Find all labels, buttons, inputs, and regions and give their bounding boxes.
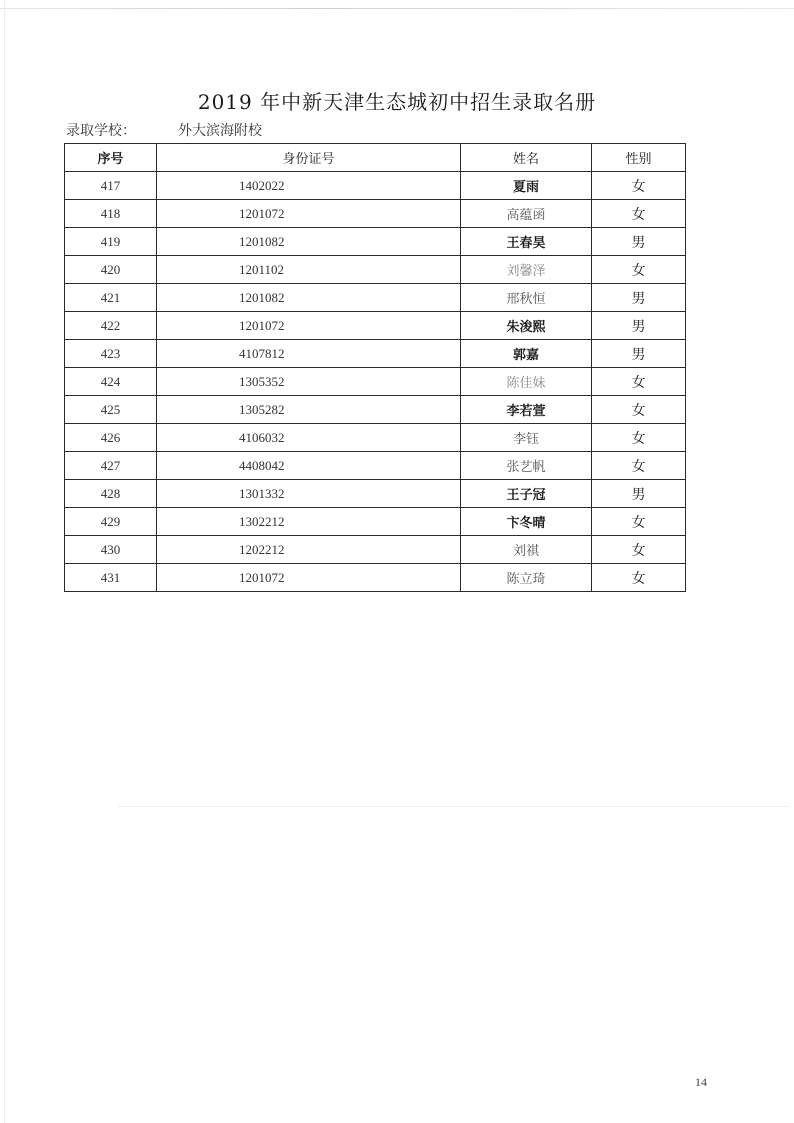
- row-seq: [65, 284, 157, 312]
- row-seq-text: 425: [100, 401, 121, 417]
- row-gender: [592, 452, 686, 480]
- row-name-text: 张艺帆: [506, 460, 546, 475]
- row-name-text: 夏雨: [512, 180, 539, 195]
- row-seq-text: 418: [100, 205, 121, 221]
- row-seq: [65, 564, 157, 592]
- row-name: [461, 340, 592, 368]
- row-seq: [65, 536, 157, 564]
- row-id-number: [157, 200, 461, 228]
- row-gender-text: 女: [631, 402, 646, 419]
- row-id-number: [157, 536, 461, 564]
- row-name: [461, 284, 592, 312]
- row-id-number-text: 1305282: [239, 401, 285, 417]
- row-gender-text: 女: [631, 430, 646, 447]
- row-gender: [592, 340, 686, 368]
- redaction-mask: [303, 200, 378, 227]
- redaction-mask: [303, 536, 378, 563]
- row-seq-text: 417: [100, 177, 121, 193]
- row-name: [461, 396, 592, 424]
- row-seq: [65, 368, 157, 396]
- row-id-number: [157, 256, 461, 284]
- row-name-text: 郭嘉: [512, 348, 539, 363]
- row-name: [461, 424, 592, 452]
- row-gender: [592, 228, 686, 256]
- table-row: [65, 536, 686, 564]
- header-name: 姓名: [461, 144, 592, 172]
- row-id-number: [157, 452, 461, 480]
- table-row: [65, 200, 686, 228]
- row-name-text: 陈立琦: [506, 572, 546, 587]
- row-id-number: [157, 312, 461, 340]
- row-gender-text: 男: [631, 290, 646, 307]
- table-row: [65, 256, 686, 284]
- row-seq: [65, 172, 157, 200]
- row-id-number-text: 4107812: [239, 345, 285, 361]
- row-name: [461, 564, 592, 592]
- header-seq: 序号: [65, 144, 157, 172]
- row-seq: [65, 480, 157, 508]
- row-seq: [65, 200, 157, 228]
- redaction-mask: [303, 340, 378, 367]
- header-id: 身份证号: [157, 144, 461, 172]
- row-name-text: 李若萱: [506, 404, 546, 419]
- table-row: [65, 508, 686, 536]
- row-seq-text: 429: [100, 513, 121, 529]
- page-number: 14: [695, 1075, 707, 1089]
- row-id-number: [157, 508, 461, 536]
- table-row: [65, 284, 686, 312]
- header-gender: 性别: [592, 144, 686, 172]
- row-name: [461, 172, 592, 200]
- table-row: [65, 396, 686, 424]
- redaction-mask: [303, 256, 378, 283]
- table-row: [65, 172, 686, 200]
- row-seq-text: 428: [100, 485, 121, 501]
- row-gender-text: 女: [631, 458, 646, 475]
- row-name-text: 王春昊: [506, 236, 546, 251]
- row-id-number-text: 1402022: [239, 177, 285, 193]
- table-row: [65, 228, 686, 256]
- row-gender-text: 女: [631, 514, 646, 531]
- row-name: [461, 256, 592, 284]
- row-gender: [592, 256, 686, 284]
- row-id-number-text: 1201072: [239, 205, 285, 221]
- redaction-mask: [303, 172, 378, 199]
- row-gender: [592, 536, 686, 564]
- row-gender: [592, 200, 686, 228]
- table-row: [65, 312, 686, 340]
- row-seq: [65, 508, 157, 536]
- row-name: [461, 228, 592, 256]
- row-seq-text: 421: [100, 289, 121, 305]
- row-seq: [65, 396, 157, 424]
- redaction-mask: [303, 452, 378, 479]
- table-row: [65, 480, 686, 508]
- row-name-text: 高蕴函: [506, 208, 546, 223]
- row-gender-text: 女: [631, 374, 646, 391]
- row-id-number: [157, 396, 461, 424]
- row-gender-text: 女: [631, 178, 646, 195]
- row-seq: [65, 424, 157, 452]
- row-gender: [592, 312, 686, 340]
- row-id-number-text: 1302212: [239, 513, 285, 529]
- admission-table: [64, 143, 686, 592]
- row-gender: [592, 396, 686, 424]
- row-seq-text: 431: [100, 569, 121, 585]
- row-id-number: [157, 480, 461, 508]
- row-name-text: 卞冬晴: [506, 516, 546, 531]
- row-gender-text: 男: [631, 234, 646, 251]
- row-name-text: 刘祺: [512, 544, 539, 559]
- row-seq-text: 430: [100, 541, 121, 557]
- row-id-number-text: 1201072: [239, 569, 285, 585]
- table-row: [65, 340, 686, 368]
- row-id-number: [157, 564, 461, 592]
- row-name-text: 朱浚熙: [506, 320, 546, 335]
- row-name-text: 陈佳妹: [506, 376, 546, 391]
- row-gender: [592, 368, 686, 396]
- row-name: [461, 200, 592, 228]
- row-seq-text: 422: [100, 317, 121, 333]
- redaction-mask: [303, 508, 378, 535]
- row-gender: [592, 424, 686, 452]
- row-id-number-text: 4408042: [239, 457, 285, 473]
- row-id-number: [157, 368, 461, 396]
- row-id-number: [157, 340, 461, 368]
- row-seq: [65, 312, 157, 340]
- row-name: [461, 312, 592, 340]
- row-seq-text: 426: [100, 429, 121, 445]
- redaction-mask: [303, 228, 378, 255]
- scan-fold-line: [118, 806, 788, 807]
- row-seq: [65, 256, 157, 284]
- row-gender-text: 男: [631, 318, 646, 335]
- row-name: [461, 508, 592, 536]
- row-id-number-text: 1201082: [239, 233, 285, 249]
- row-gender-text: 男: [631, 486, 646, 503]
- row-name: [461, 536, 592, 564]
- table-row: [65, 424, 686, 452]
- redaction-mask: [303, 564, 378, 591]
- scan-edge-left: [4, 0, 5, 1123]
- row-name: [461, 452, 592, 480]
- row-seq-text: 419: [100, 233, 121, 249]
- row-id-number-text: 1201102: [239, 261, 285, 277]
- row-gender-text: 女: [631, 570, 646, 587]
- row-name-text: 邢秋恒: [506, 292, 546, 307]
- row-gender: [592, 480, 686, 508]
- row-name-text: 刘馨泽: [506, 264, 546, 279]
- row-seq-text: 427: [100, 457, 121, 473]
- row-id-number-text: 4106032: [239, 429, 285, 445]
- redaction-mask: [303, 284, 378, 311]
- row-seq: [65, 228, 157, 256]
- school-label: 录取学校：: [66, 123, 136, 139]
- table-row: [65, 452, 686, 480]
- school-row: [66, 120, 262, 142]
- row-id-number: [157, 284, 461, 312]
- row-id-number-text: 1305352: [239, 373, 285, 389]
- row-gender-text: 男: [631, 346, 646, 363]
- row-name: [461, 368, 592, 396]
- row-id-number-text: 1201082: [239, 289, 285, 305]
- row-gender-text: 女: [631, 262, 646, 279]
- row-seq: [65, 340, 157, 368]
- row-id-number: [157, 228, 461, 256]
- redaction-mask: [303, 312, 378, 339]
- table-row: [65, 368, 686, 396]
- table-row: [65, 564, 686, 592]
- row-id-number-text: 1201072: [239, 317, 285, 333]
- row-gender: [592, 564, 686, 592]
- row-seq-text: 424: [100, 373, 121, 389]
- row-name-text: 李钰: [512, 432, 539, 447]
- row-gender: [592, 172, 686, 200]
- row-id-number-text: 1202212: [239, 541, 285, 557]
- redaction-mask: [303, 424, 378, 451]
- row-seq: [65, 452, 157, 480]
- redaction-mask: [303, 396, 378, 423]
- row-gender: [592, 508, 686, 536]
- row-id-number: [157, 424, 461, 452]
- page-title: 2019 年中新天津生态城初中招生录取名册: [197, 90, 597, 114]
- row-gender-text: 女: [631, 542, 646, 559]
- row-id-number: [157, 172, 461, 200]
- row-gender: [592, 284, 686, 312]
- school-name: 外大滨海附校: [178, 123, 262, 139]
- scan-edge-top: [0, 8, 794, 9]
- redaction-mask: [303, 480, 378, 507]
- row-seq-text: 423: [100, 345, 121, 361]
- table-header-row: [65, 144, 686, 172]
- row-id-number-text: 1301332: [239, 485, 285, 501]
- row-name: [461, 480, 592, 508]
- row-seq-text: 420: [100, 261, 121, 277]
- row-gender-text: 女: [631, 206, 646, 223]
- redaction-mask: [303, 368, 378, 395]
- row-name-text: 王子冠: [506, 488, 546, 503]
